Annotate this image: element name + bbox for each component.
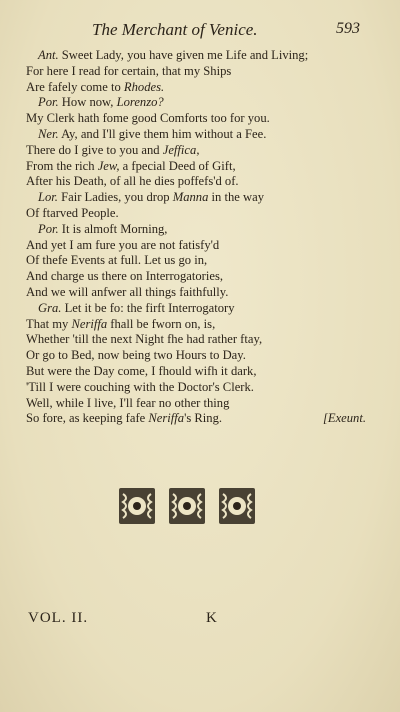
- line-text: Ay, and I'll give them him without a Fee.: [58, 126, 267, 141]
- speaker-name: Por.: [38, 221, 59, 236]
- line-text: in the way: [208, 190, 264, 205]
- text-line: [26, 206, 366, 222]
- line-text: That my: [26, 316, 72, 331]
- line-text: And we will anfwer all things faithfully.: [26, 284, 229, 299]
- text-line: [26, 285, 366, 301]
- line-text: But were the Day come, I fhould wifh it dark,: [26, 363, 257, 378]
- line-text: Or go to Bed, now being two Hours to Day.: [26, 348, 246, 363]
- speaker-name: Ner.: [38, 126, 59, 141]
- text-line: [26, 190, 366, 206]
- text-line: [26, 222, 366, 238]
- line-text: There do I give to you and: [26, 142, 163, 157]
- text-line: [26, 253, 366, 269]
- text-line: [26, 80, 366, 96]
- text-line: [26, 269, 366, 285]
- line-text: Of ftarved People.: [26, 205, 119, 220]
- line-text: After his Death, of all he dies poffefs'd of.: [26, 174, 239, 189]
- text-line: [26, 174, 366, 190]
- italic-name: Jeffica,: [162, 142, 200, 157]
- italic-name: Lorenzo?: [116, 95, 164, 110]
- page-footer: [0, 610, 400, 632]
- speaker-name: Ant.: [38, 48, 59, 62]
- line-text: And yet I am fure you are not fatisfy'd: [26, 237, 220, 252]
- italic-name: Neriffa: [148, 411, 185, 426]
- running-head: The Merchant of Venice.: [92, 20, 258, 39]
- volume-label: VOL. II.: [28, 610, 89, 626]
- italic-name: Neriffa: [71, 316, 108, 331]
- text-line: [26, 411, 366, 427]
- line-text: a fpecial Deed of Gift,: [119, 158, 236, 173]
- line-text: From the rich: [26, 158, 98, 173]
- stage-direction: [Exeunt.: [322, 411, 366, 426]
- text-line: [26, 317, 366, 333]
- line-text: 'Till I were couching with the Doctor's Clerk.: [26, 379, 254, 394]
- text-line: [26, 48, 366, 64]
- line-text: Whether 'till the next Night fhe had rather ftay,: [26, 332, 263, 347]
- text-line: [26, 380, 366, 396]
- line-text: It is almoft Morning,: [58, 221, 168, 236]
- text-line: [26, 111, 366, 127]
- speaker-name: Gra.: [38, 300, 62, 315]
- line-text: So fore, as keeping fafe: [26, 411, 149, 426]
- speaker-name: Por.: [38, 95, 59, 110]
- play-text: [26, 48, 366, 427]
- text-line: [26, 348, 366, 364]
- line-text: 's Ring.: [184, 411, 223, 426]
- text-line: [26, 64, 366, 80]
- line-text: Fair Ladies, you drop: [57, 190, 173, 205]
- line-text: My Clerk hath fome good Comforts too for you.: [26, 111, 270, 126]
- text-line: [26, 364, 366, 380]
- line-text: And charge us there on Interrogatories,: [26, 269, 223, 284]
- text-line: [26, 159, 366, 175]
- text-line: [26, 238, 366, 254]
- page-number: 593: [336, 20, 360, 37]
- line-text: Sweet Lady, you have given me Life and Living;: [58, 48, 309, 62]
- text-line: [26, 127, 366, 143]
- italic-name: Jew,: [97, 158, 120, 173]
- page-header: [0, 20, 400, 42]
- line-text: fhall be fworn on, is,: [107, 316, 216, 331]
- line-text: Let it be fo: the firft Interrogatory: [61, 300, 235, 315]
- line-text: Well, while I live, I'll fear no other thing: [26, 395, 230, 410]
- speaker-name: Lor.: [38, 190, 58, 205]
- text-line: [26, 396, 366, 412]
- text-line: [26, 143, 366, 159]
- italic-name: Rhodes.: [123, 79, 165, 94]
- text-line: [26, 332, 366, 348]
- line-text: How now,: [58, 95, 117, 110]
- line-text: For here I read for certain, that my Ships: [26, 63, 232, 78]
- signature-mark: K: [206, 610, 217, 626]
- printers-ornament: [117, 484, 257, 528]
- text-line: [26, 95, 366, 111]
- line-text: Of thefe Events at full. Let us go in,: [26, 253, 208, 268]
- text-line: [26, 301, 366, 317]
- line-text: Are fafely come to: [26, 79, 124, 94]
- italic-name: Manna: [172, 190, 209, 205]
